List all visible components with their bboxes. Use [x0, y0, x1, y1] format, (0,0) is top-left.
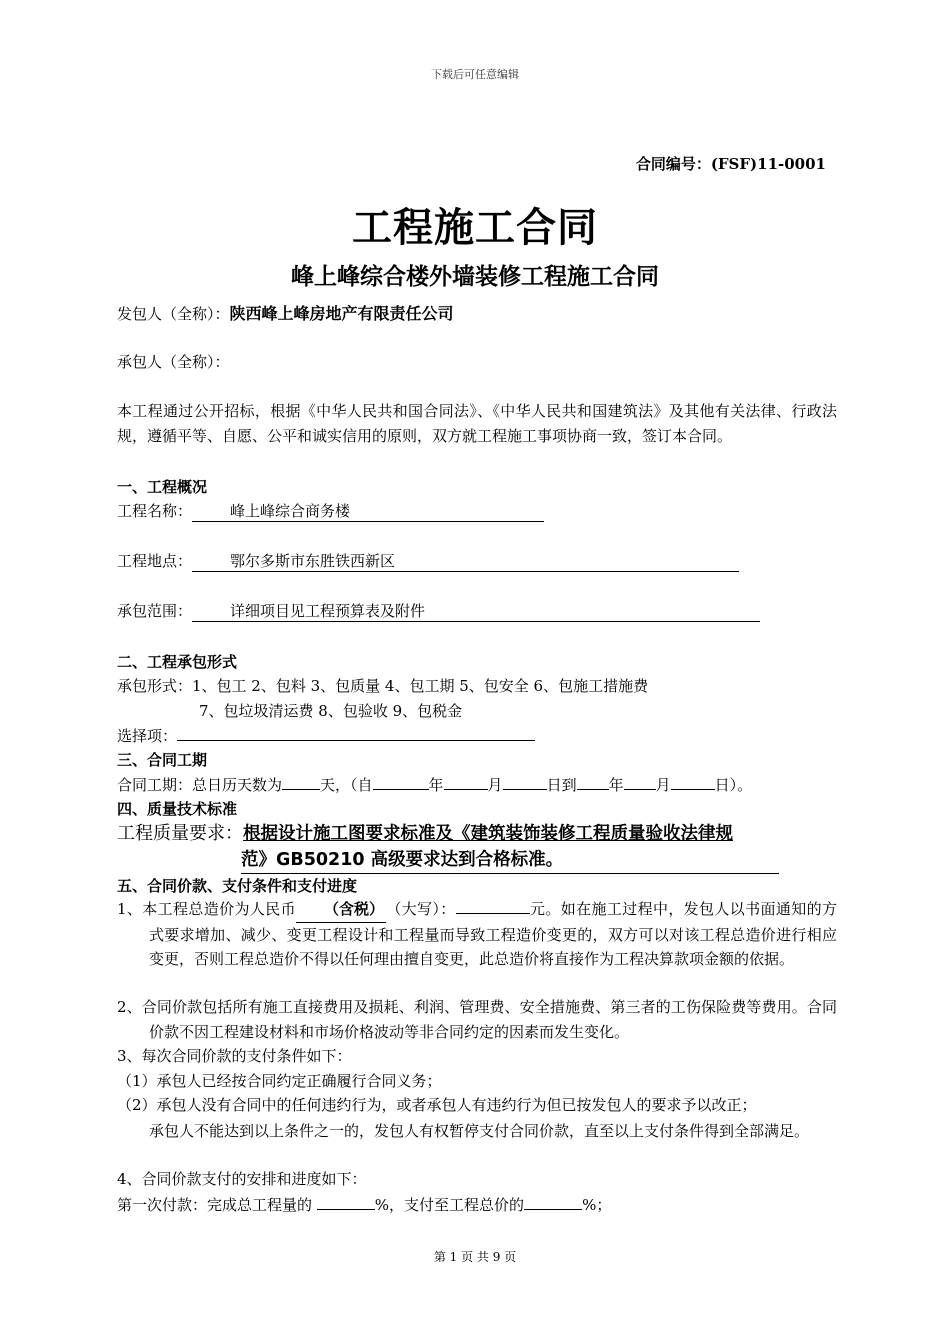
duration-text-3: 年	[428, 776, 444, 794]
condition-1: （1）承包人已经按合同约定正确履行合同义务；	[117, 1072, 442, 1090]
condition-note: 承包人不能达到以上条件之一的，发包人有权暂停支付合同价款，直至以上支付条件得到全部满足。	[149, 1122, 810, 1140]
contractor-line	[117, 351, 230, 372]
first-payment-line	[117, 1193, 611, 1215]
duration-text-2: 天，（自	[320, 776, 373, 794]
employer-value: 陕西峰上峰房地产有限责任公司	[229, 304, 454, 323]
duration-days-blank	[282, 773, 320, 790]
duration-line	[117, 773, 752, 795]
first-payment-text-b: %，支付至工程总价的	[374, 1196, 525, 1214]
clause-3: 3、每次合同价款的支付条件如下：	[117, 1047, 352, 1065]
project-location-line	[117, 550, 739, 572]
first-payment-text-a: 第一次付款：完成总工程量的	[117, 1196, 313, 1214]
employer-label: 发包人（全称）：	[117, 305, 230, 323]
intro-paragraph: 本工程通过公开招标，根据《中华人民共和国合同法》、《中华人民共和国建筑法》及其他有关法律、行政法规，遵循平等、自愿、公平和诚实信用的原则，双方就工程施工事项协商一致，签订本合同。	[117, 402, 837, 445]
contract-number: 合同编号：(FSF)11-0001	[635, 155, 826, 173]
project-scope-label: 承包范围：	[117, 602, 193, 620]
contractor-label: 承包人（全称）：	[117, 353, 230, 371]
project-scope-value: 详细项目见工程预算表及附件	[230, 602, 426, 620]
section4-heading: 四、质量技术标准	[117, 800, 238, 818]
choice-line	[117, 724, 535, 746]
section2-heading: 二、工程承包形式	[117, 653, 238, 671]
end-year-blank	[577, 773, 609, 790]
clause-4: 4、合同价款支付的安排和进度如下：	[117, 1170, 367, 1188]
clause-1-text-c: （大写）：	[385, 900, 456, 918]
project-name-line	[117, 500, 544, 522]
employer-line	[117, 301, 454, 324]
clause-1-text-a: 1、本工程总造价为人民币	[117, 900, 296, 918]
clause-2-text: 2、合同价款包括所有施工直接费用及损耗、利润、管理费、安全措施费、第三者的工伤保险费等费用。合同价款不因工程建设材料和市场价格波动等非合同约定的因素而发生变化。	[117, 998, 837, 1041]
section5-heading: 五、合同价款、支付条件和支付进度	[117, 877, 358, 895]
duration-text-1: 合同工期：总日历天数为	[117, 776, 283, 794]
document-title: 工程施工合同	[352, 205, 598, 251]
clause-1	[117, 897, 837, 972]
clause-1-text-d: 元。如在施工过程中，发包人以书面通知的方式要求增加、减少、变更工程设计和工程量而导致工程造价变更的，双方可以对该工程总造价进行相应变更，否则工程总造价不得以任何理由擅自变更，此总造价将直接作为工程决算款项金额的依据。	[149, 900, 837, 968]
duration-text-5: 日到	[546, 776, 577, 794]
end-day-blank	[671, 773, 715, 790]
contract-forms-line1: 承包形式：1、包工 2、包料 3、包质量 4、包工期 5、包安全 6、包施工措施费	[117, 677, 649, 695]
choice-blank	[177, 724, 535, 741]
choice-label: 选择项：	[117, 727, 178, 745]
amount-words-blank	[456, 897, 530, 914]
tax-included-label: （含税）	[323, 900, 384, 918]
project-location-field	[192, 550, 739, 572]
duration-text-4: 月	[487, 776, 503, 794]
project-location-label: 工程地点：	[117, 552, 193, 570]
project-scope-field	[192, 600, 760, 622]
project-name-field	[192, 500, 544, 522]
page-header-note: 下载后可任意编辑	[431, 68, 519, 81]
clause-2	[117, 995, 837, 1044]
quality-text-line2: 范》GB50210 高级要求达到合格标准。	[241, 848, 779, 874]
start-month-blank	[444, 773, 488, 790]
workload-percent-blank	[317, 1193, 375, 1210]
quality-requirement	[117, 821, 837, 874]
total-price-blank	[296, 897, 386, 923]
project-name-label: 工程名称：	[117, 502, 193, 520]
section3-heading: 三、合同工期	[117, 751, 208, 769]
condition-2: （2）承包人没有合同中的任何违约行为，或者承包人有违约行为但已按发包人的要求予以改正；	[117, 1096, 757, 1114]
start-year-blank	[373, 773, 429, 790]
project-location-value: 鄂尔多斯市东胜铁西新区	[230, 552, 396, 570]
project-scope-line	[117, 600, 760, 622]
duration-text-6: 年	[608, 776, 624, 794]
end-month-blank	[624, 773, 656, 790]
first-payment-text-c: %；	[582, 1196, 612, 1214]
document-subtitle: 峰上峰综合楼外墙装修工程施工合同	[291, 264, 659, 290]
payment-percent-blank	[524, 1193, 582, 1210]
page-footer: 第 1 页 共 9 页	[433, 1250, 517, 1264]
project-name-value: 峰上峰综合商务楼	[230, 502, 351, 520]
duration-text-7: 月	[655, 776, 671, 794]
quality-label: 工程质量要求：	[117, 823, 243, 844]
section1-heading: 一、工程概况	[117, 478, 208, 496]
quality-text-line1: 根据设计施工图要求标准及《建筑装饰装修工程质量验收法律规	[243, 824, 733, 844]
contract-forms-line2: 7、包垃圾清运费 8、包验收 9、包税金	[199, 702, 463, 720]
duration-text-8: 日）。	[714, 776, 753, 794]
start-day-blank	[503, 773, 547, 790]
